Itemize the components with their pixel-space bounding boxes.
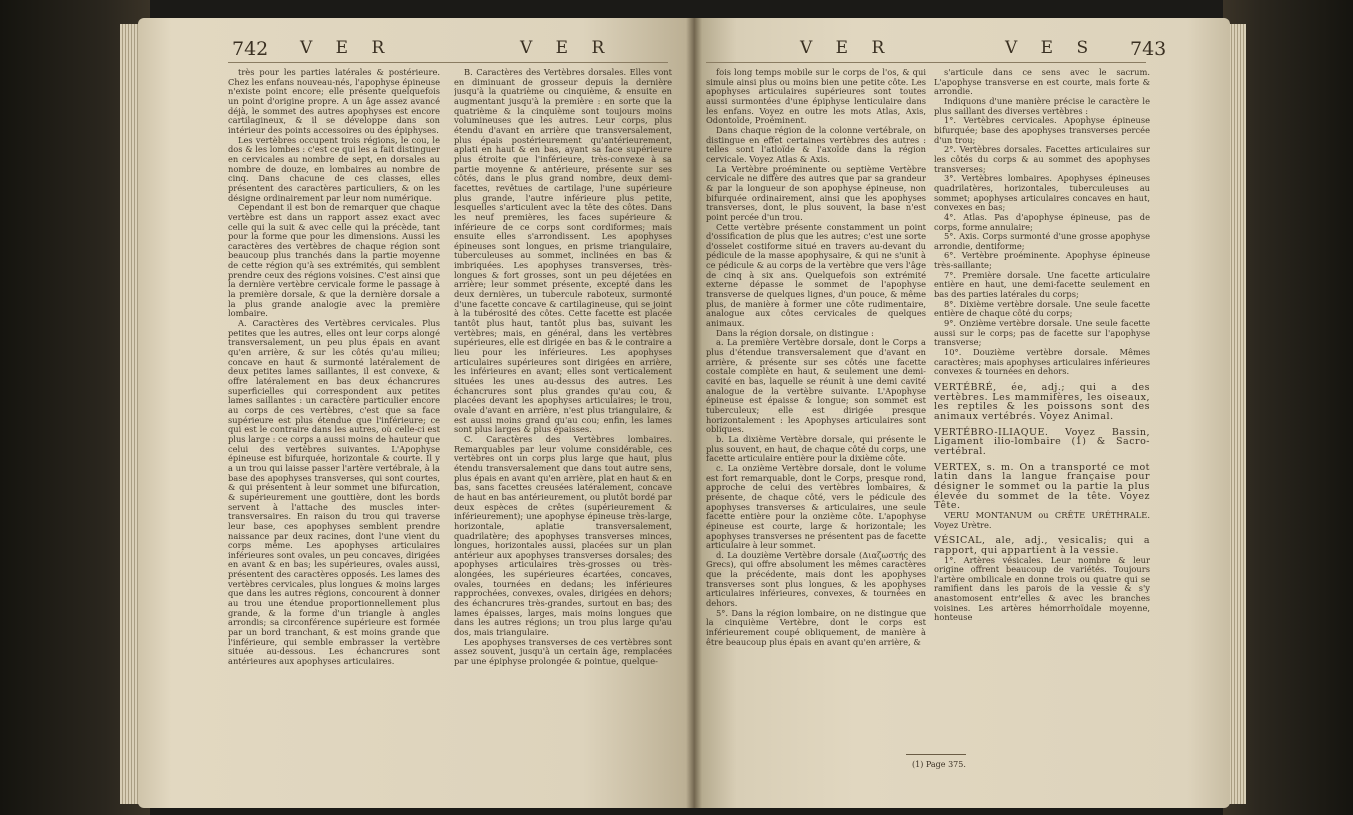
paragraph: 10°. Douzième vertèbre dorsale. Mêmes caractères; mais apophyses articulaires inférieures convexes & tournées en dehors. — [934, 347, 1150, 377]
left-header-rule — [228, 62, 668, 63]
paragraph: fois long temps mobile sur le corps de l'os, & qui simule ainsi plus ou moins bien une petite côte. Les apophyses articulaires supérieures sont toutes aussi surmontées d'une épiphyse lenticulaire dans les enfans. Voyez en outre les mots Atlas, Axis, Odontoïde, Proéminent. — [706, 68, 926, 126]
left-running-header-2: V E R — [520, 38, 614, 58]
paragraph: très pour les parties latérales & postérieure. Chez les enfans nouveau-nés, l'apophyse épineuse n'existe point encore; elle présente quelquefois un point d'origine propre. A un âge assez avancé déjà, le sommet des autres apophyses est encore cartilagineux, & il se développe dans son intérieur des points accessoires ou des épiphyses. — [228, 68, 440, 135]
paragraph: Les apophyses transverses de ces vertèbres sont assez souvent, jusqu'à un certain âge, remplacées par une épiphyse prolongée & pointue, quelque- — [454, 636, 672, 667]
paragraph: 1°. Artères vésicales. Leur nombre & leur origine offrent beaucoup de variétés. Toujours l'artère ombilicale en donne trois ou quatre qui se ramifient dans les parois de la vessie & s'y anastomosent entr'elles & avec les branches voisines. Les artères hémorrhoïdale moyenne, honteuse — [934, 554, 1150, 623]
right-page-number: 743 — [1130, 38, 1167, 60]
paragraph: Dans chaque région de la colonne vertébrale, on distingue en effet certaines vertèbres des autres : telles sont l'atloïde & l'axoïde dans la région cervicale. Voyez Atlas & Axis. — [706, 124, 926, 164]
paragraph: La Vertèbre proéminente ou septième Vertèbre cervicale ne diffère des autres que par sa grandeur & par la longueur de son apophyse épineuse, non bifurquée ordinairement, ainsi que les apophyses transverses, dont, le plus souvent, la base n'est point percée d'un trou. — [706, 163, 926, 222]
paragraph: 9°. Onzième vertèbre dorsale. Une seule facette aussi sur le corps; pas de facette sur l'apophyse transverse; — [934, 318, 1150, 348]
paragraph: c. La onzième Vertèbre dorsale, dont le volume est fort remarquable, dont le Corps, presque rond, approche de celui des vertèbres lombaires, & présente, de chaque côté, vers le pédicule des apophyses transverses & articulaires, une seule facette entière pour la onzième côte. L'apophyse épineuse est courte, large & horizontale; les apophyses transverses ne présentent pas de facette articulaire à leur sommet. — [706, 462, 926, 551]
paragraph: b. La dixième Vertèbre dorsale, qui présente le plus souvent, en haut, de chaque côté du corps, une facette articulaire entière pour la dixième côte. — [706, 433, 926, 464]
paragraph: VERU MONTANUM ou CRÊTE URÉTHRALE. Voyez Urètre. — [934, 509, 1150, 530]
paragraph: 6°. Vertèbre proéminente. Apophyse épineuse très-saillante; — [934, 250, 1150, 271]
paragraph: 2°. Vertèbres dorsales. Facettes articulaires sur les côtés du corps & au sommet des apophyses transverses; — [934, 144, 1150, 174]
paragraph: a. La première Vertèbre dorsale, dont le Corps a plus d'étendue transversalement que d'avant en arrière, & présente sur ses côtés une facette costale complète en haut, & seulement une demi-cavité en bas, laquelle se réunit à une demi cavité analogue de la vertèbre suivante. L'Apophyse épineuse est épaisse & longue; son sommet est tuberculeux; elle est dirigée presque horizontalement : les Apophyses articulaires sont obliques. — [706, 337, 926, 435]
paragraph: d. La douzième Vertèbre dorsale (Διαζωστής des Grecs), qui offre absolument les mêmes caractères que la précédente, mais dont les apophyses transverses sont plus longues, & les apophyses articulaires inférieures, convexes, & tournées en dehors. — [706, 549, 926, 609]
paragraph: Cependant il est bon de remarquer que chaque vertèbre est dans un rapport assez exact avec celle qui la suit & avec celle qui la précède, tant pour la forme que pour les dimensions. Aussi les caractères des vertèbres de chaque région sont beaucoup plus tranchés dans la partie moyenne de cette région qu'à ses extrémités, qui semblent prendre ceux des régions voisines. C'est ainsi que la dernière vertèbre cervicale forme le passage à la première dorsale, & que la dernière dorsale a la plus grande analogie avec la première lombaire. — [228, 202, 440, 319]
paragraph: 5°. Dans la région lombaire, on ne distingue que la cinquième Vertèbre, dont le corps est inférieurement coupé obliquement, de manière à être beaucoup plus épais en avant qu'en arrière, & — [706, 607, 926, 647]
left-running-header: V E R — [300, 38, 394, 58]
footnote-rule — [906, 754, 966, 755]
paragraph: 8°. Dixième vertèbre dorsale. Une seule facette entière de chaque côté du corps; — [934, 298, 1150, 319]
right-page-column-1 — [706, 68, 926, 796]
paragraph: B. Caractères des Vertèbres dorsales. Elles vont en diminuant de grosseur depuis la dernière jusqu'à la quatrième ou cinquième, & ensuite en augmentant jusqu'à la première : en sorte que la quatrième & la cinquième sont toujours moins volumineuses que les autres. Leur corps, plus étendu d'avant en arrière que transversalement, plus épais postérieurement qu'antérieurement, aplati en haut & en bas, ayant sa face supérieure plus étroite que l'inférieure, très-convexe à sa partie moyenne & antérieure, présente sur ses côtés, dans le plus grand nombre, deux demi-facettes, revêtues de cartilage, l'une supérieure plus grande, l'autre inférieure plus petite, lesquelles s'articulent avec la tête des côtes. Dans les neuf premières, les faces supérieure & inférieure de ce corps sont cordiformes; mais ensuite elles s'arrondissent. Les apophyses épineuses sont longues, en prisme triangulaire, tuberculeuses au sommet, inclinées en bas & imbriquées. Les apophyses transverses, très-longues & fort grosses, sont un peu déjetées en arrière; leur sommet présente, excepté dans les deux dernières, un tubercule raboteux, surmonté d'une facette concave & cartilagineuse, qui se joint à la tubérosité des côtes. Cette facette est placée tantôt plus haut, tantôt plus bas, suivant les vertèbres; mais, en général, dans les vertèbres supérieures, elle est dirigée en bas & le contraire a lieu pour les inférieures. Les apophyses articulaires supérieures sont dirigées en arrière, les inférieures en avant; elles sont verticalement situées les unes au-dessus des autres. Les échancrures sont plus grandes qu'au cou, & placées devant les apophyses articulaires; le trou, ovale d'avant en arrière, n'est plus triangulaire, & est aussi moins grand qu'au cou; enfin, les lames sont plus larges & plus épaisses. — [454, 68, 672, 435]
paragraph: s'articule dans ce sens avec le sacrum. L'apophyse transverse en est courte, mais forte & arrondie. — [934, 68, 1150, 97]
paragraph: VERTÉBRÉ, ée, adj.; qui a des vertèbres. Les mammifères, les oiseaux, les reptiles & les poissons sont des animaux vertébrés. Voyez Animal. — [934, 382, 1150, 422]
paragraph: Les vertèbres occupent trois régions, le cou, le dos & les lombes : c'est ce qui les a fait distinguer en cervicales au nombre de sept, en dorsales au nombre de douze, en lombaires au nombre de cinq. Dans chacune de ces classes, elles présentent des caractères particuliers, & on les désigne ordinairement par leur nom numérique. — [228, 134, 440, 203]
paragraph: 3°. Vertèbres lombaires. Apophyses épineuses quadrilatères, horizontales, tuberculeuses au sommet; apophyses articulaires concaves en haut, convexes en bas; — [934, 173, 1150, 213]
book-gutter — [686, 18, 702, 808]
right-running-header-left: V E R — [800, 38, 894, 58]
paragraph: 5°. Axis. Corps surmonté d'une grosse apophyse arrondie, dentiforme; — [934, 231, 1150, 251]
paragraph: Dans la région dorsale, on distingue : — [716, 327, 874, 338]
right-page-column-2 — [934, 68, 1150, 748]
paragraph: 4°. Atlas. Pas d'apophyse épineuse, pas de corps, forme annulaire; — [934, 211, 1150, 232]
paragraph: Cette vertèbre présente constamment un point d'ossification de plus que les autres; c'est une sorte d'osselet costiforme situé en travers au-devant du pédicule de la masse apophysaire, & qui ne s'unit à ce pédicule & au corps de la vertèbre que vers l'âge de cinq à six ans. Quelquefois son extrémité externe dépasse le sommet de l'apophyse transverse de quelques lignes, d'un pouce, & même plus, de manière à former une côte rudimentaire, analogue aux côtes cervicales de quelques animaux. — [706, 221, 926, 329]
right-running-header-right: V E S — [1005, 38, 1098, 58]
left-page-column-1 — [228, 68, 440, 796]
paragraph: 7°. Première dorsale. Une facette articulaire entière en haut, une demi-facette seulement en bas des parties latérales du corps; — [934, 269, 1150, 300]
paragraph: A. Caractères des Vertèbres cervicales. Plus petites que les autres, elles ont leur corps alongé transversalement, un peu plus épais en avant qu'en arrière, & sur les côtés qu'au milieu; concave en haut & surmonté latéralement de deux petites lames saillantes, il est convexe, & offre latéralement en bas deux échancrures superficielles qui correspondent aux petites lames saillantes : un caractère particulier encore au corps de ces vertèbres, c'est que sa face supérieure est plus étendue que l'inférieure; ce qui est le contraire dans les autres, où celle-ci est plus large : ce corps a aussi moins de hauteur que celui des vertèbres suivantes. L'Apophyse épineuse est bifurquée, horizontale & courte. Il y a un trou qui laisse passer l'artère vertébrale, à la base des apophyses transverses, qui sont courtes, & qui présentent à leur sommet une bifurcation, & supérieurement une gouttière, dont les bords servent à l'attache des muscles inter-transversaires. En raison du trou qui traverse leur base, ces apophyses semblent prendre naissance par deux racines, dont l'une vient du corps même. Les apophyses articulaires inférieures sont ovales, un peu concaves, dirigées en avant & en bas; les supérieures, ovales aussi, présentent des caractères opposés. Les lames des vertèbres cervicales, plus longues & moins larges que dans les autres régions, concourent à donner au trou une étendue proportionnellement plus grande, & la forme d'un triangle à angles arrondis; sa circonférence supérieure est formée par un bord tranchant, & est moins grande que l'inférieure, qui semble embrasser la vertèbre située au-dessous. Les échancrures sont antérieures aux apophyses articulaires. — [228, 318, 440, 667]
paragraph: 1°. Vertèbres cervicales. Apophyse épineuse bifurquée; base des apophyses transverses percée d'un trou; — [934, 115, 1150, 145]
paragraph: VERTÉBRO-ILIAQUE. Voyez Bassin, Ligament ilio-lombaire (1) & Sacro-vertébral. — [934, 426, 1150, 457]
paragraph: VÉSICAL, ale, adj., vesicalis; qui a rapport, qui appartient à la vessie. — [934, 535, 1150, 556]
left-page-column-2 — [454, 68, 672, 796]
paragraph: C. Caractères des Vertèbres lombaires. Remarquables par leur volume considérable, ces vertèbres ont un corps plus large que haut, plus étendu transversalement que dans tout autre sens, plus épais en avant qu'en arrière, plat en haut & en bas, sans facettes creusées latéralement, concave de haut en bas antérieurement, ou plutôt bordé par deux espèces de crêtes (supérieurement & inférieurement); une apophyse épineuse très-large, horizontale, aplatie transversalement, quadrilatère; des apophyses transverses minces, longues, horizontales aussi, placées sur un plan antérieur aux apophyses transverses dorsales; des apophyses articulaires très-grosses ou très-alongées, les supérieures écartées, concaves, ovales, tournées en dedans; les inférieures rapprochées, convexes, ovales, dirigées en dehors; des échancrures très-grandes, surtout en bas; des lames épaisses, larges, mais moins longues que dans les autres régions; un trou plus large qu'au dos, mais triangulaire. — [454, 433, 672, 638]
left-page-number: 742 — [232, 38, 269, 60]
footnote: (1) Page 375. — [912, 760, 966, 769]
paragraph: Indiquons d'une manière précise le caractère le plus saillant des diverses vertèbres : — [934, 95, 1150, 116]
right-header-rule — [706, 62, 1146, 63]
paragraph: VERTEX, s. m. On a transporté ce mot latin dans la langue française pour désigner le sommet ou la partie la plus élevée du sommet de la tête. Voyez Tête. — [934, 461, 1150, 512]
